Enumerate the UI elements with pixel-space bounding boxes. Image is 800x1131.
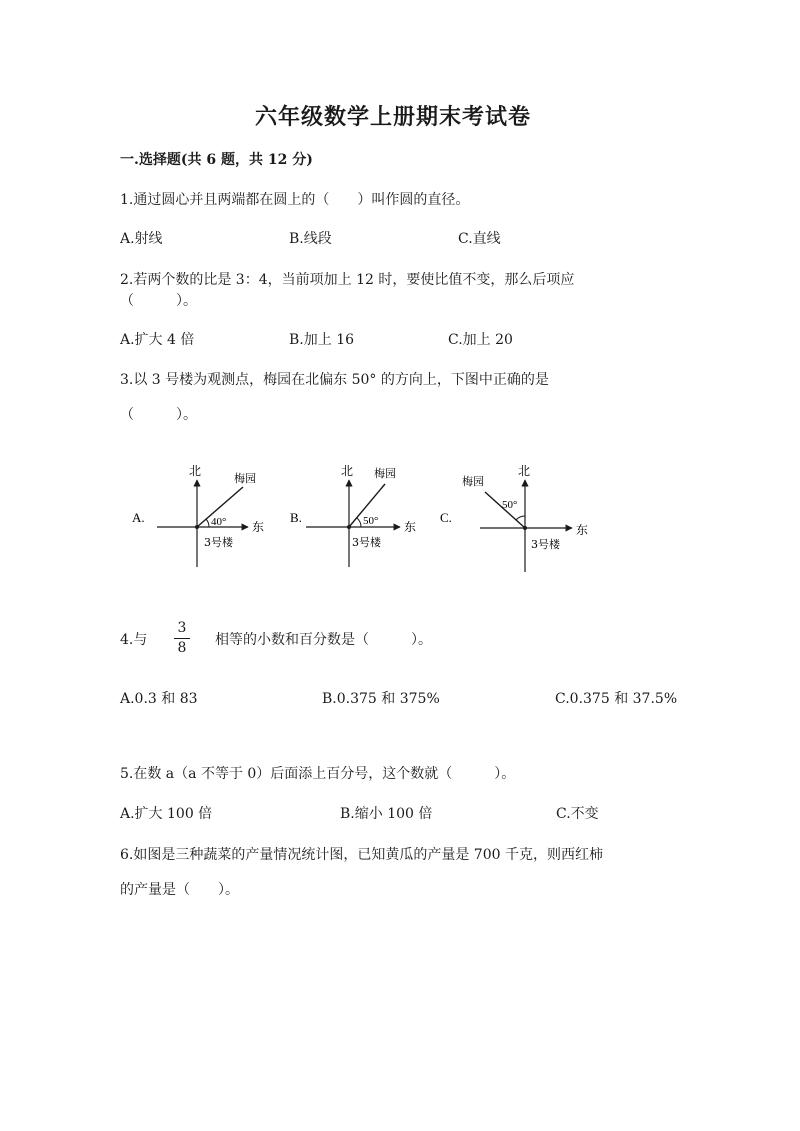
direction-diagram-c <box>440 462 600 574</box>
question-text: 1.通过圆心并且两端都在圆上的（ ）叫作圆的直径。 <box>120 192 470 208</box>
question-text-line-2: （ ）。 <box>120 293 197 309</box>
target-label: 梅园 <box>234 472 256 485</box>
question-text: 5.在数 a（a 不等于 0）后面添上百分号，这个数就（ ）。 <box>120 766 516 782</box>
question-text-line-2: （ ）。 <box>120 407 197 423</box>
option-b[interactable]: B.加上 16 <box>289 332 355 348</box>
north-label: 北 <box>189 464 202 478</box>
angle-label: 40° <box>211 516 227 528</box>
fraction-bar <box>174 638 190 639</box>
target-label: 梅园 <box>374 467 396 480</box>
figure-option-c[interactable] <box>440 462 600 574</box>
origin-point <box>523 526 527 530</box>
option-letter: B. <box>290 510 302 525</box>
angle-arc <box>357 518 361 527</box>
origin-label: 3号楼 <box>204 536 233 549</box>
fraction-denominator: 8 <box>177 640 187 656</box>
option-c[interactable]: C.加上 20 <box>448 332 513 348</box>
north-label: 北 <box>341 464 354 478</box>
fraction-numerator: 3 <box>177 620 187 636</box>
east-label: 东 <box>404 520 417 534</box>
fraction-three-eighths <box>172 620 192 657</box>
question-text-line-1: 6.如图是三种蔬菜的产量情况统计图，已知黄瓜的产量是 700 千克，则西红柿 <box>120 847 603 863</box>
option-c[interactable]: C.直线 <box>458 231 501 247</box>
origin-label: 3号楼 <box>531 538 560 551</box>
option-a[interactable]: A.0.3 和 83 <box>120 691 198 707</box>
angle-arc <box>516 516 525 520</box>
option-c[interactable]: C.不变 <box>556 806 599 822</box>
direction-diagram-b <box>288 462 428 574</box>
option-b[interactable]: B.0.375 和 375% <box>322 691 440 707</box>
direction-diagram-a <box>130 462 270 574</box>
target-label: 梅园 <box>462 475 484 488</box>
origin-label: 3号楼 <box>352 536 381 549</box>
figure-option-b[interactable] <box>288 462 428 574</box>
question-text-line-2: 的产量是（ ）。 <box>120 882 239 898</box>
angle-arc <box>206 519 209 527</box>
angle-label: 50° <box>502 499 518 511</box>
figure-option-a[interactable] <box>130 462 270 574</box>
question-prefix: 4.与 <box>120 632 148 648</box>
option-a[interactable]: A.扩大 100 倍 <box>120 806 213 822</box>
east-label: 东 <box>576 523 589 537</box>
question-text-line-1: 3.以 3 号楼为观测点，梅园在北偏东 50° 的方向上，下图中正确的是 <box>120 372 549 388</box>
question-suffix: 相等的小数和百分数是（ ）。 <box>215 632 432 648</box>
origin-point <box>195 525 199 529</box>
origin-point <box>347 525 351 529</box>
option-b[interactable]: B.线段 <box>289 231 332 247</box>
north-label: 北 <box>518 464 531 478</box>
option-b[interactable]: B.缩小 100 倍 <box>340 806 433 822</box>
angle-label: 50° <box>363 515 379 527</box>
option-a[interactable]: A.射线 <box>120 231 163 247</box>
option-letter: A. <box>132 510 145 525</box>
section-heading: 一.选择题(共 6 题，共 12 分) <box>120 152 313 168</box>
option-a[interactable]: A.扩大 4 倍 <box>120 332 195 348</box>
page-title: 六年级数学上册期末考试卷 <box>255 104 532 130</box>
option-letter: C. <box>440 510 452 525</box>
question-text-line-1: 2.若两个数的比是 3：4，当前项加上 12 时，要使比值不变，那么后项应 <box>120 272 575 288</box>
option-c[interactable]: C.0.375 和 37.5% <box>555 691 678 707</box>
east-label: 东 <box>252 520 265 534</box>
